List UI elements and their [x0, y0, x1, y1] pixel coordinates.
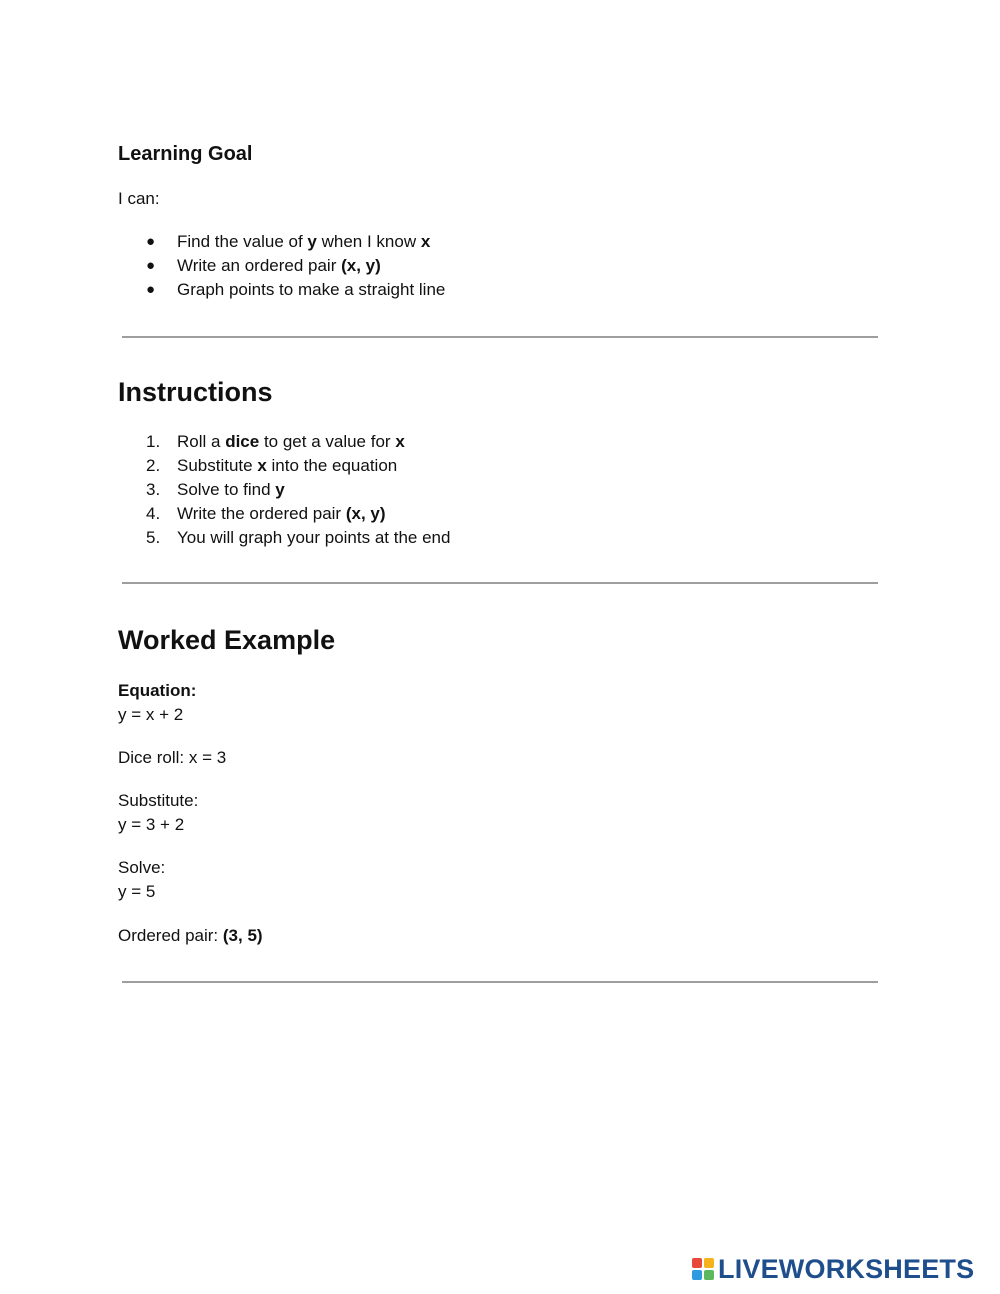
logo-square-icon: [704, 1270, 714, 1280]
list-item: 3. Solve to find y: [146, 480, 285, 499]
substitute-value: y = 3 + 2: [118, 815, 185, 834]
logo-square-icon: [692, 1270, 702, 1280]
list-item: 2. Substitute x into the equation: [146, 456, 398, 475]
learning-goal-list: [118, 230, 445, 302]
bullet-icon: ●: [146, 233, 156, 250]
logo-mark-icon: [692, 1258, 714, 1280]
list-item: ● Find the value of y when I know x: [118, 230, 445, 254]
list-item: 4. Write the ordered pair (x, y): [146, 504, 386, 523]
solve-value: y = 5: [118, 882, 156, 901]
list-item: ● Write an ordered pair (x, y): [118, 254, 445, 278]
divider: [122, 336, 878, 338]
liveworksheets-logo: [692, 1254, 974, 1284]
bullet-icon: ●: [146, 257, 156, 274]
list-item: 5. You will graph your points at the end: [146, 528, 451, 547]
learning-goal-intro: I can:: [118, 189, 160, 208]
logo-text: LIVEWORKSHEETS: [718, 1254, 975, 1284]
divider: [122, 981, 878, 983]
list-item: ● Graph points to make a straight line: [118, 278, 445, 302]
substitute-label: Substitute:: [118, 791, 199, 810]
instructions-heading: Instructions: [118, 377, 273, 407]
ordered-pair-value: (3, 5): [222, 926, 263, 945]
solve-label: Solve:: [118, 858, 166, 877]
ordered-pair-line: [118, 924, 263, 948]
dice-roll-text: Dice roll: x = 3: [118, 748, 227, 767]
logo-square-icon: [704, 1258, 714, 1268]
equation-label: Equation:: [118, 681, 197, 700]
instructions-list: [118, 430, 450, 550]
ordered-pair-label: Ordered pair:: [118, 926, 223, 945]
worked-example-heading: Worked Example: [118, 625, 336, 655]
equation-value: y = x + 2: [118, 705, 184, 724]
bullet-icon: ●: [146, 281, 156, 298]
logo-square-icon: [692, 1258, 702, 1268]
list-item: 1. Roll a dice to get a value for x: [146, 432, 405, 451]
learning-goal-heading: Learning Goal: [118, 143, 253, 165]
divider: [122, 582, 878, 584]
